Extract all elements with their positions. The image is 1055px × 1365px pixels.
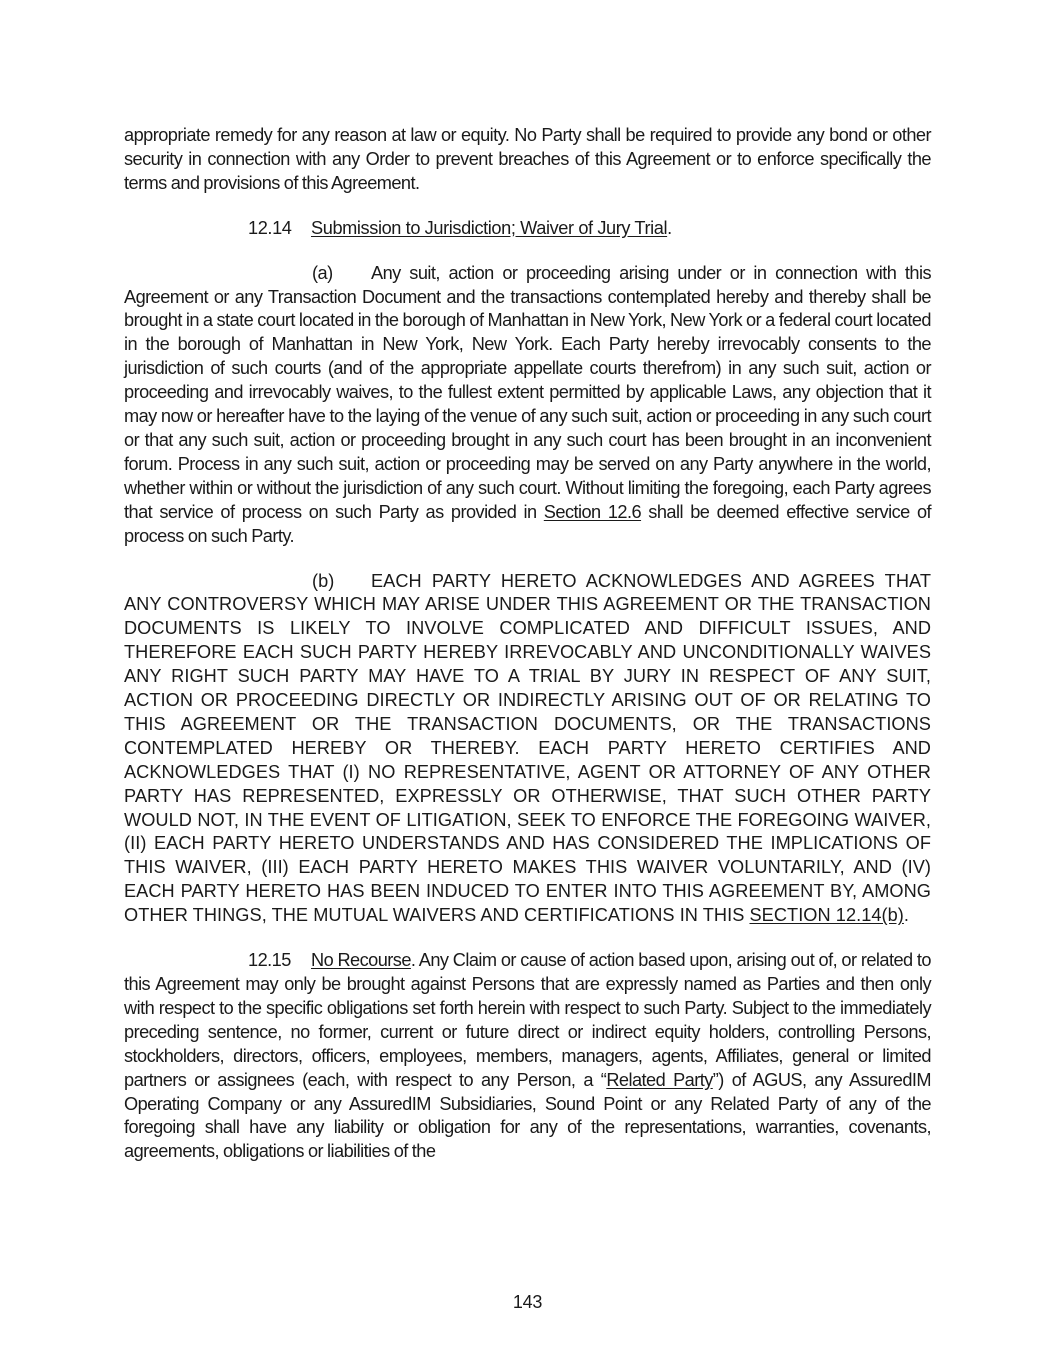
page-number: 143 [512, 1292, 543, 1312]
clause-a-paragraph [124, 262, 931, 549]
section-12-14-title: Submission to Jurisdiction; Waiver of Jury Trial [311, 217, 668, 238]
intro-paragraph: appropriate remedy for any reason at law or equity. No Party shall be required to provide any bond or other security in connection with any Order to prevent breaches of this Agreement or to enforce specifically the terms and provisions of this Agreement. [124, 125, 931, 193]
section-12-14-number: 12.14 [248, 217, 292, 238]
document-page [124, 124, 931, 1164]
clause-b-label: (b) [312, 570, 335, 591]
clause-b-text-end: . [903, 905, 910, 926]
clause-a-label: (a) [312, 262, 333, 283]
section-12-15-text-end: ”) of AGUS, any AssuredIM Operating Company or any AssuredIM Subsidiaries, Sound Point or any Related Party of any of the foregoing shall have any liability or obligation for any of the representations, warranties, covenants, agreements, obligations or liabilities of the [124, 1069, 931, 1162]
clause-a-text: Any suit, action or proceeding arising under or in connection with this Agreement or any Transaction Document and the transactions contemplated hereby and thereby shall be brought in a state court located in the borough of Manhattan in New York, New York or a federal court located in the borough of Manhattan in New York, New York. Each Party hereby irrevocably consents to the jurisdiction of such courts (and of the appropriate appellate courts therefrom) in any such suit, action or proceeding and irrevocably waives, to the fullest extent permitted by applicable Laws, any objection that it may now or hereafter have to the laying of the venue of any such suit, action or proceeding in any such court or that any such suit, action or proceeding brought in any such court has been brought in an inconvenient forum. Process in any such suit, action or proceeding may be served on any Party anywhere in the world, whether within or without the jurisdiction of any such court. Without limiting the foregoing, each Party agrees that service of process on such Party as provided in [124, 262, 931, 522]
spacer [124, 196, 931, 217]
related-party-defined-term: Related Party [606, 1069, 713, 1090]
section-12-14-heading [124, 217, 931, 241]
spacer [124, 928, 931, 949]
section-12-15-number: 12.15 [248, 950, 291, 971]
section-12-14b-reference: SECTION 12.14(b) [749, 905, 904, 926]
section-12-15-paragraph [124, 949, 931, 1164]
spacer [124, 241, 931, 262]
section-12-15-text: . Any Claim or cause of action based upon, arising out of, or related to this Agreement may only be brought against Persons that are expressly named as Parties and then only with respect to the specific obligations set forth herein with respect to such Party. Subject to the immediately preceding sentence, no former, current or future direct or indirect equity holders, controlling Persons, stockholders, directors, officers, employees, members, managers, agents, Affiliates, general or limited partners or assignees (each, with respect to any Person, a “ [124, 950, 931, 1090]
spacer [124, 549, 931, 570]
section-12-14-title-period: . [667, 217, 672, 238]
clause-a-text-end: shall be deemed effective service of process on such Party. [124, 501, 932, 546]
clause-b-paragraph [124, 570, 931, 929]
section-12-15-title: No Recourse [311, 950, 411, 971]
section-12-6-reference: Section 12.6 [543, 501, 642, 522]
clause-b-text: EACH PARTY HERETO ACKNOWLEDGES AND AGREES THAT ANY CONTROVERSY WHICH MAY ARISE UNDER THIS AGREEMENT OR THE TRANSACTION DOCUMENTS IS LIKELY TO INVOLVE COMPLICATED AND DIFFICULT ISSUES, AND THEREFORE EACH SUCH PARTY HEREBY IRREVOCABLY AND UNCONDITIONALLY WAIVES ANY RIGHT SUCH PARTY MAY HAVE TO A TRIAL BY JURY IN RESPECT OF ANY SUIT, ACTION OR PROCEEDING DIRECTLY OR INDIRECTLY ARISING OUT OF OR RELATING TO THIS AGREEMENT OR THE TRANSACTION DOCUMENTS, OR THE TRANSACTIONS CONTEMPLATED HEREBY OR THEREBY. EACH PARTY HERETO CERTIFIES AND ACKNOWLEDGES THAT (I) NO REPRESENTATIVE, AGENT OR ATTORNEY OF ANY OTHER PARTY HAS REPRESENTED, EXPRESSLY OR OTHERWISE, THAT SUCH OTHER PARTY WOULD NOT, IN THE EVENT OF LITIGATION, SEEK TO ENFORCE THE FOREGOING WAIVER, (II) EACH PARTY HERETO UNDERSTANDS AND HAS CONSIDERED THE IMPLICATIONS OF THIS WAIVER, (III) EACH PARTY HERETO MAKES THIS WAIVER VOLUNTARILY, AND (IV) EACH PARTY HERETO HAS BEEN INDUCED TO ENTER INTO THIS AGREEMENT BY, AMONG OTHER THINGS, THE MUTUAL WAIVERS AND CERTIFICATIONS IN THIS [124, 570, 931, 926]
